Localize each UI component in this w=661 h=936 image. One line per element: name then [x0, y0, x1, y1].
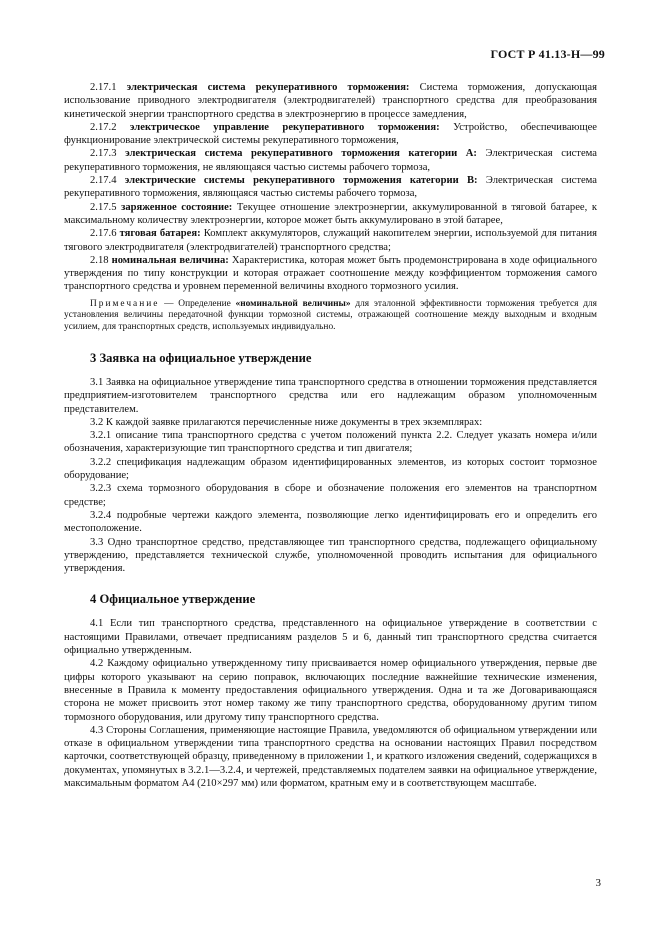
definition-term: номинальная величина: — [111, 254, 229, 266]
definition-item — [64, 121, 597, 148]
section-4-heading: 4 Официальное утверждение — [90, 592, 256, 607]
page-content — [64, 81, 597, 790]
section4-paragraph: 4.1 Если тип транспортного средства, представленного на официальное утверждение в соответствии с настоящими Правилами, отвечает предписаниям разделов 5 и 6, данный тип транспортного средства считается официально утвержденным. — [64, 618, 597, 657]
definitions-list — [64, 81, 597, 294]
definition-item — [64, 174, 597, 201]
definition-text: Система торможения, допускающая использование приводного электродвигателя (электродвигателей) транспортного средства для преобразования кинетической энергии транспортного средства в электроэнергию в процессе замедления, — [64, 82, 597, 120]
section4-paragraph: 4.2 Каждому официально утвержденному типу присваивается номер официального утверждения, первые две цифры которого указывают на серию поправок, включающих последние важнейшие технические изменения, внесенные в Правила к моменту предоставления официального утверждения. Одна и та же Договаривающаяся сторона не может присвоить этот номер такому же типу транспортного средства, оборудованному другим типом тормозного оборудования, или другому типу транспортного средства. — [64, 658, 597, 723]
note-text: для эталонной эффективности торможения требуется для установления величины передаточной функции тормозной системы, отражающей соотношение между выходным и входным усилием, для транспортных средств, используемых индивидуально. — [64, 298, 597, 332]
definition-item — [64, 147, 597, 174]
definition-term: электрическая система рекуперативного торможения категории А: — [125, 148, 477, 160]
note-term: «номинальной величины» — [235, 298, 351, 309]
definition-item — [64, 81, 597, 121]
definition-number: 2.17.6 — [90, 228, 117, 240]
section3-paragraph: 3.2.2 спецификация надлежащим образом идентифицированных элементов, из которых состоит тормозное оборудование; — [64, 456, 597, 482]
definition-number: 2.17.5 — [90, 201, 117, 213]
note-dash: — Определение — [159, 298, 236, 309]
definition-term: электрические системы рекуперативного торможения категории В: — [124, 175, 478, 187]
definition-number: 2.18 — [90, 254, 109, 266]
definition-number: 2.17.3 — [90, 148, 117, 160]
section-3-heading: 3 Заявка на официальное утверждение — [90, 350, 312, 365]
definition-text: Характеристика, которая может быть продемонстрирована в ходе официального утверждения по типу конструкции и которая отражает соотношение между коэффициентом торможения самого транспортного средства и уровнем переменной величины входного тормозного усилия. — [64, 254, 597, 293]
section3-paragraph: 3.2.3 схема тормозного оборудования в сборе и обозначение положения его элементов на транспортном средстве; — [64, 483, 597, 508]
page-number: 3 — [595, 877, 601, 889]
definition-term: заряженное состояние: — [121, 201, 233, 213]
definition-text: Устройство, обеспечивающее функционирование электрической системы рекуперативного торможения, — [64, 121, 598, 147]
section3-paragraph: 3.3 Одно транспортное средство, представляющее тип транспортного средства, подлежащего официальному утверждению, представляется технической службе, уполномоченной проводить испытания для официального утверждения. — [64, 536, 597, 575]
definition-text: Текущее отношение электроэнергии, аккумулированной в тяговой батарее, к максимальному количеству электроэнергии, которое может быть аккумулировано в этой батарее, — [64, 201, 598, 226]
section4-paragraph: 4.3 Стороны Соглашения, применяющие настоящие Правила, уведомляются об официальном утверждении или отказе в официальном утверждении типа транспортного средства на основании настоящих Правил посредством карточки, соответствующей образцу, приведенному в приложении 1, и краткого изложения сведений, содержащихся в документах, упомянутых в 3.2.1—3.2.4, и чертежей, представляемых подателем заявки на официальное утверждение, максимальным форматом А4 (210×297 мм) или форматом, кратным ему и в соответствующем масштабе. — [64, 724, 597, 789]
definition-number: 2.17.2 — [90, 121, 117, 133]
section3-paragraph: 3.2 К каждой заявке прилагаются перечисленные ниже документы в трех экземплярах: — [90, 416, 483, 428]
note-paragraph — [64, 299, 597, 333]
section3-paragraph: 3.1 Заявка на официальное утверждение типа транспортного средства в отношении торможения представляется предприятием-изготовителем транспортного средства или его надлежащим образом уполномоченным представителем. — [64, 376, 597, 415]
definition-term: электрическая система рекуперативного торможения: — [126, 82, 410, 93]
note-label: Примечание — [90, 298, 160, 309]
definition-text: Электрическая система рекуперативного торможения, являющаяся частью системы рабочего тормоза, — [64, 175, 597, 200]
definition-item — [64, 201, 597, 228]
definition-term: тяговая батарея: — [119, 228, 201, 240]
definition-number: 2.17.1 — [90, 82, 117, 93]
definition-item — [64, 227, 597, 254]
definition-number: 2.17.4 — [90, 175, 117, 187]
definition-term: электрическое управление рекуперативного торможения: — [129, 121, 440, 133]
section-4-body — [64, 617, 597, 790]
definition-item — [64, 254, 597, 294]
definition-text: Электрическая система рекуперативного торможения, не являющаяся частью системы рабочего тормоза, — [64, 148, 597, 173]
definition-text: Комплект аккумуляторов, служащий накопителем энергии, используемой для питания тягового электродвигателя (электродвигателей) транспортного средства; — [64, 228, 597, 253]
section-3-body — [64, 376, 597, 575]
document-code-header: ГОСТ Р 41.13-Н—99 — [490, 47, 605, 61]
section3-paragraph: 3.2.1 описание типа транспортного средства с учетом положений пункта 2.2. Следует указать номера и/или обозначения, характеризующие тип транспортного средства и тип двигателя; — [64, 430, 597, 455]
section3-paragraph: 3.2.4 подробные чертежи каждого элемента, позволяющие легко идентифицировать его и определить его местоположение. — [64, 509, 597, 535]
